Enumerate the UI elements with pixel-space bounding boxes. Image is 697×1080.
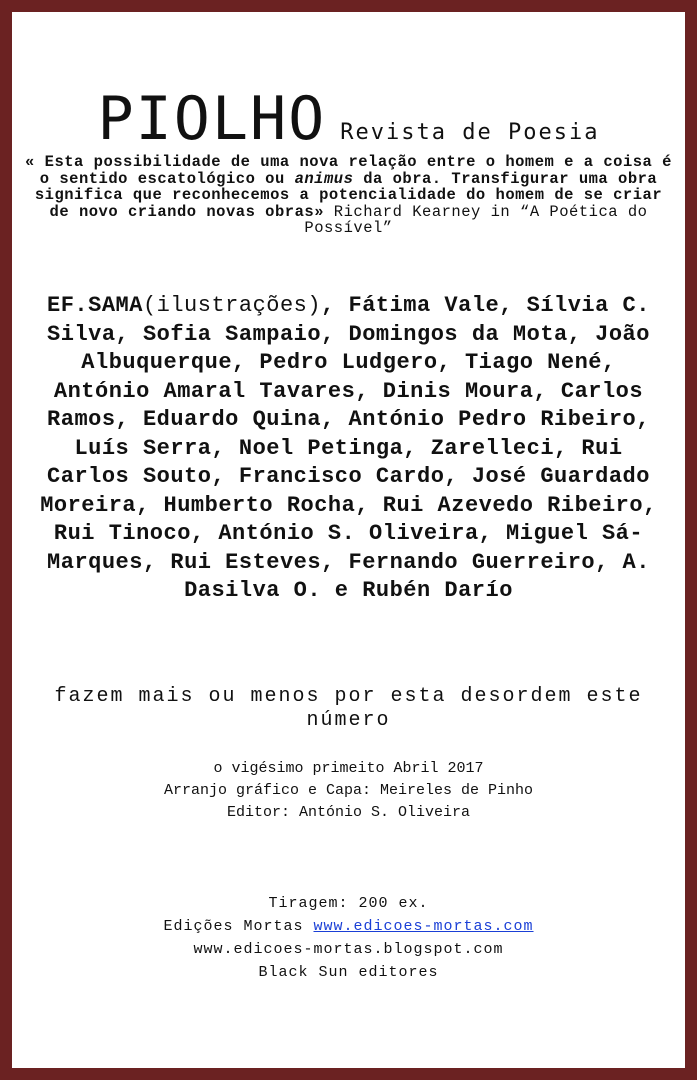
website-link[interactable]: www.edicoes-mortas.com xyxy=(313,918,534,935)
epigraph-quote-tail: da obra. Transfigurar uma obra significa que reconhecemos a potencialidade do homem de se criar de novo criando novas obras» xyxy=(34,169,663,221)
epigraph-quote-italic: animus xyxy=(294,169,354,188)
page-sheet xyxy=(12,12,685,1068)
blog-address: www.edicoes-mortas.blogspot.com xyxy=(193,941,504,958)
epigraph-attribution: Richard Kearney in “A Poética do Possível” xyxy=(304,202,648,237)
design-line: Arranjo gráfico e Capa: Meireles de Pinho xyxy=(163,782,534,799)
issue-line: o vigésimo primeito Abril 2017 xyxy=(213,760,484,777)
masthead xyxy=(12,84,685,154)
epigraph xyxy=(24,154,673,237)
publisher-name: Edições Mortas xyxy=(163,918,314,935)
print-run: Tiragem: 200 ex. xyxy=(268,895,429,912)
magazine-title: PIOLHO xyxy=(97,84,327,154)
magazine-subtitle: Revista de Poesia xyxy=(340,120,600,145)
contributor-first: EF.SAMA xyxy=(47,293,143,318)
credits xyxy=(12,758,685,824)
contributors-rest: , Fátima Vale, Sílvia C. Silva, Sofia Sampaio, Domingos da Mota, João Albuquerque, Pedro Ludgero, Tiago Nené, António Amaral Tavares, Dinis Moura, Carlos Ramos, Eduardo Quina, António Pedro Ribeiro, Luís Serra, Noel Petinga, Zarelleci, Rui Carlos Souto, Francisco Cardo, José Guardado Moreira, Humberto Rocha, Rui Azevedo Ribeiro, Rui Tinoco, António S. Oliveira, Miguel Sá-Marques, Rui Esteves, Fernando Guerreiro, A. Dasilva O. e Rubén Darío xyxy=(40,293,657,603)
co-publisher: Black Sun editores xyxy=(258,964,439,981)
publication-footer xyxy=(12,892,685,984)
publisher-line xyxy=(12,915,685,938)
editor-line: Editor: António S. Oliveira xyxy=(226,804,471,821)
contributor-first-note: (ilustrações) xyxy=(142,293,322,318)
epigraph-quote-lead: « Esta possibilidade de uma nova relação entre o homem e a coisa é o sentido escatológico ou xyxy=(25,153,672,188)
contributors-list xyxy=(30,292,667,606)
order-note: fazem mais ou menos por esta desordem este número xyxy=(54,685,643,732)
